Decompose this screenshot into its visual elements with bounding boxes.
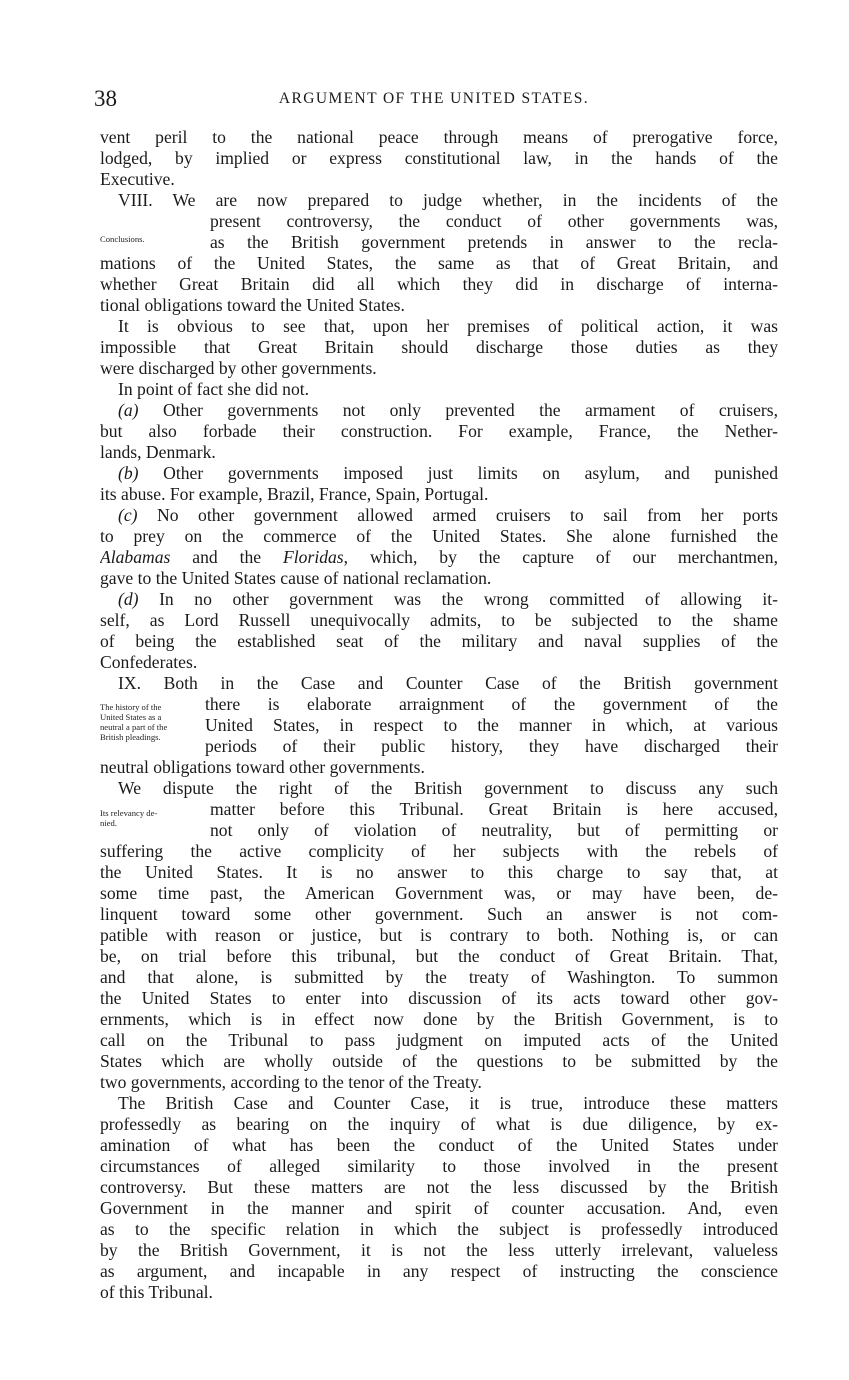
text-line: be, on trial before this tribunal, but the conduct of Great Britain. That, (100, 946, 778, 966)
text-line: some time past, the American Government was, or may have been, de- (100, 883, 778, 903)
text-line: self, as Lord Russell unequivocally admits, to be subjected to the shame (100, 610, 778, 630)
text-line: amination of what has been the conduct of the United States under (100, 1135, 778, 1155)
text-line: The British Case and Counter Case, it is true, introduce these matters (118, 1093, 778, 1113)
page-header (94, 86, 774, 112)
text-line: States which are wholly outside of the questions to be submitted by the (100, 1051, 778, 1071)
side-note-history: The history of the United States as a neutral a part of the British pleadings. (100, 702, 168, 742)
text-line: to prey on the commerce of the United States. She alone furnished the (100, 526, 778, 546)
text-line: suffering the active complicity of her subjects with the rebels of (100, 841, 778, 861)
text-line: the United States. It is no answer to this charge to say that, at (100, 862, 778, 882)
text-line: as the British government pretends in answer to the recla- (210, 232, 778, 252)
text-line: of this Tribunal. (100, 1282, 213, 1302)
text-line: matter before this Tribunal. Great Britain is here accused, (210, 799, 778, 819)
text-line: two governments, according to the tenor of the Treaty. (100, 1072, 482, 1092)
side-note-relevancy: Its relevancy de- nied. (100, 808, 158, 828)
text-line: lodged, by implied or express constitutional law, in the hands of the (100, 148, 778, 168)
text-line: Executive. (100, 169, 175, 189)
text-line: (b) Other governments imposed just limits on asylum, and punished (118, 463, 778, 483)
text-line: were discharged by other governments. (100, 358, 377, 378)
text-line: by the British Government, it is not the less utterly irrelevant, valueless (100, 1240, 778, 1260)
side-note-conclusions: Conclusions. (100, 234, 145, 244)
text-line: of being the established seat of the military and naval supplies of the (100, 631, 778, 651)
text-line: neutral obligations toward other governments. (100, 757, 425, 777)
text-line: Alabamas and the Floridas, which, by the capture of our merchantmen, (100, 547, 778, 567)
page-number: 38 (94, 86, 117, 111)
text-line: as to the specific relation in which the subject is professedly introduced (100, 1219, 778, 1239)
text-line: VIII. We are now prepared to judge whether, in the incidents of the (118, 190, 778, 210)
text-line: but also forbade their construction. For example, France, the Nether- (100, 421, 778, 441)
text-line: professedly as bearing on the inquiry of what is due diligence, by ex- (100, 1114, 778, 1134)
text-line: whether Great Britain did all which they did in discharge of interna- (100, 274, 778, 294)
text-line: call on the Tribunal to pass judgment on imputed acts of the United (100, 1030, 778, 1050)
text-line: lands, Denmark. (100, 442, 216, 462)
text-line: linquent toward some other government. Such an answer is not com- (100, 904, 778, 924)
text-line: vent peril to the national peace through means of prerogative force, (100, 127, 778, 147)
text-line: controversy. But these matters are not the less discussed by the British (100, 1177, 778, 1197)
text-line: its abuse. For example, Brazil, France, Spain, Portugal. (100, 484, 489, 504)
text-line: ernments, which is in effect now done by the British Government, is to (100, 1009, 778, 1029)
text-line: gave to the United States cause of national reclamation. (100, 568, 492, 588)
text-line: Confederates. (100, 652, 198, 672)
text-line: impossible that Great Britain should discharge those duties as they (100, 337, 778, 357)
text-line: periods of their public history, they have discharged their (205, 736, 778, 756)
text-line: (c) No other government allowed armed cruisers to sail from her ports (118, 505, 778, 525)
text-line: tional obligations toward the United States. (100, 295, 405, 315)
text-line: We dispute the right of the British government to discuss any such (118, 778, 778, 798)
text-line: It is obvious to see that, upon her premises of political action, it was (118, 316, 778, 336)
text-line: circumstances of alleged similarity to those involved in the present (100, 1156, 778, 1176)
text-line: (a) Other governments not only prevented the armament of cruisers, (118, 400, 778, 420)
running-title: ARGUMENT OF THE UNITED STATES. (278, 90, 590, 107)
text-line: there is elaborate arraignment of the government of the (205, 694, 778, 714)
text-line: and that alone, is submitted by the treaty of Washington. To summon (100, 967, 778, 987)
text-line: not only of violation of neutrality, but of permitting or (210, 820, 778, 840)
text-line: (d) In no other government was the wrong committed of allowing it- (118, 589, 778, 609)
text-line: IX. Both in the Case and Counter Case of the British government (118, 673, 778, 693)
text-line: the United States to enter into discussion of its acts toward other gov- (100, 988, 778, 1008)
text-line: Government in the manner and spirit of counter accusation. And, even (100, 1198, 778, 1218)
body-text (100, 127, 778, 1303)
text-line: present controversy, the conduct of other governments was, (210, 211, 778, 231)
text-line: In point of fact she did not. (118, 379, 310, 399)
text-line: United States, in respect to the manner in which, at various (205, 715, 778, 735)
text-line: patible with reason or justice, but is contrary to both. Nothing is, or can (100, 925, 778, 945)
text-line: mations of the United States, the same as that of Great Britain, and (100, 253, 778, 273)
text-line: as argument, and incapable in any respect of instructing the conscience (100, 1261, 778, 1281)
